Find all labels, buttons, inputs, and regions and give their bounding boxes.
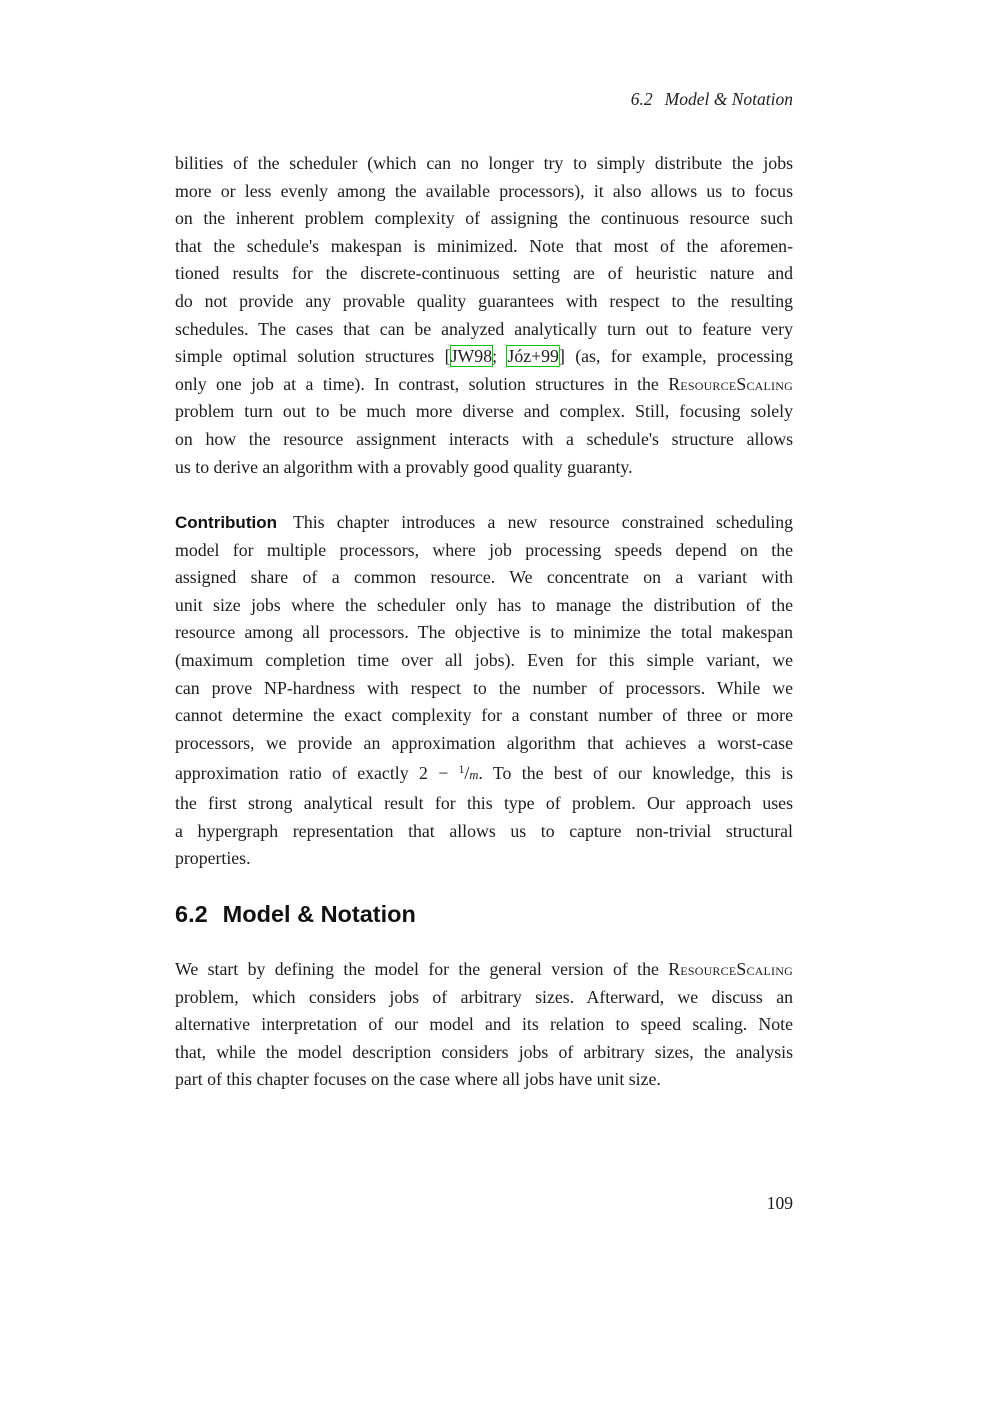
text-line xyxy=(175,1039,793,1067)
text-line xyxy=(175,398,793,426)
text-run: that, while the model description considers jobs of arbitrary sizes, the analysis xyxy=(175,1041,793,1062)
text-run: alternative interpretation of our model and its relation to speed scaling. Note xyxy=(175,1014,793,1035)
text-run: (maximum completion time over all jobs). Even for this simple variant, we xyxy=(175,649,793,670)
paragraph xyxy=(175,956,793,1094)
text-run: This chapter introduces a new resource constrained scheduling xyxy=(292,512,793,532)
running-header xyxy=(631,89,793,110)
text-line xyxy=(175,619,793,647)
text-line xyxy=(175,454,793,482)
text-run: simple optimal solution structures [ xyxy=(175,346,451,367)
text-run: schedules. The cases that can be analyzed analytically turn out to feature very xyxy=(175,318,793,339)
paragraph xyxy=(175,150,793,481)
text-line xyxy=(175,260,793,288)
text-run: the first strong analytical result for this type of problem. Our approach uses xyxy=(175,792,793,813)
text-line xyxy=(175,702,793,730)
text-line xyxy=(175,845,793,873)
text-run: problem turn out to be much more diverse and complex. Still, focusing solely xyxy=(175,401,793,422)
text-run: bilities of the scheduler (which can no longer try to simply distribute the jobs xyxy=(175,153,793,173)
paragraph-label: Contribution xyxy=(175,513,277,532)
running-header-title: Model & Notation xyxy=(664,89,793,109)
text-line xyxy=(175,150,793,178)
text-run: / xyxy=(464,763,470,784)
text-run: cannot determine the exact complexity for a constant number of three or more xyxy=(175,705,793,726)
section-heading xyxy=(175,901,416,928)
text-line xyxy=(175,205,793,233)
text-line xyxy=(175,564,793,592)
text-run: problem, which considers jobs of arbitrary sizes. Afterward, we discuss an xyxy=(175,986,793,1007)
text-run: on how the resource assignment interacts with a schedule's structure allows xyxy=(175,428,793,449)
text-line xyxy=(175,343,793,371)
running-header-section-number: 6.2 xyxy=(630,89,653,109)
text-line xyxy=(175,1066,793,1094)
text-line xyxy=(175,818,793,846)
text-line xyxy=(175,647,793,675)
text-run: 1 xyxy=(458,764,465,777)
text-line xyxy=(175,730,793,758)
text-run: ] (as, for example, processing xyxy=(558,346,794,367)
citation-link[interactable]: Józ+99 xyxy=(507,346,559,367)
text-run: assigned share of a common resource. We concentrate on a variant with xyxy=(175,567,793,588)
text-run: We start by defining the model for the general version of the xyxy=(175,959,669,979)
text-line xyxy=(175,178,793,206)
text-run: resource among all processors. The objective is to minimize the total makespan xyxy=(175,622,793,643)
text-line xyxy=(175,537,793,565)
page-number: 109 xyxy=(766,1193,793,1213)
text-run: unit size jobs where the scheduler only has to manage the distribution of the xyxy=(175,594,793,615)
text-line xyxy=(175,592,793,620)
text-line xyxy=(175,675,793,703)
paragraph xyxy=(175,509,793,873)
section-title: Model & Notation xyxy=(222,901,416,927)
text-run: part of this chapter focuses on the case where all jobs have unit size. xyxy=(175,1069,661,1090)
text-run: can prove NP-hardness with respect to the number of processors. While we xyxy=(175,677,793,698)
text-line xyxy=(175,984,793,1012)
text-run: approximation ratio of exactly 2 − xyxy=(175,763,459,784)
text-run: processors, we provide an approximation algorithm that achieves a worst-case xyxy=(175,732,793,753)
text-line xyxy=(175,288,793,316)
text-run: only one job at a time). In contrast, solution structures in the xyxy=(175,373,669,394)
text-run: tioned results for the discrete-continuous setting are of heuristic nature and xyxy=(175,263,793,284)
text-line xyxy=(175,790,793,818)
text-line xyxy=(175,1011,793,1039)
text-run: us to derive an algorithm with a provably good quality guaranty. xyxy=(175,456,633,477)
text-run: a hypergraph representation that allows us to capture non-trivial structural xyxy=(175,820,793,841)
text-line xyxy=(175,316,793,344)
text-line xyxy=(175,757,793,790)
text-run: m xyxy=(469,768,479,783)
section-number: 6.2 xyxy=(175,901,208,927)
citation-link[interactable]: JW98 xyxy=(450,346,493,367)
text-line xyxy=(175,426,793,454)
text-line xyxy=(175,509,793,537)
text-line xyxy=(175,371,793,399)
smallcaps-term: ResourceScaling xyxy=(668,373,793,394)
text-run: more or less evenly among the available processors), it also allows us to focus xyxy=(175,180,793,201)
text-line xyxy=(175,956,793,984)
text-run: . To the best of our knowledge, this is xyxy=(478,763,794,784)
text-run: on the inherent problem complexity of assigning the continuous resource such xyxy=(175,208,793,229)
text-run: do not provide any provable quality guarantees with respect to the resulting xyxy=(175,290,793,311)
text-line xyxy=(175,233,793,261)
smallcaps-term: ResourceScaling xyxy=(668,959,793,979)
text-run: model for multiple processors, where job processing speeds depend on the xyxy=(175,539,793,560)
text-run: that the schedule's makespan is minimized. Note that most of the aforemen- xyxy=(175,235,793,256)
text-run: ; xyxy=(492,346,508,367)
text-run: properties. xyxy=(175,848,251,869)
